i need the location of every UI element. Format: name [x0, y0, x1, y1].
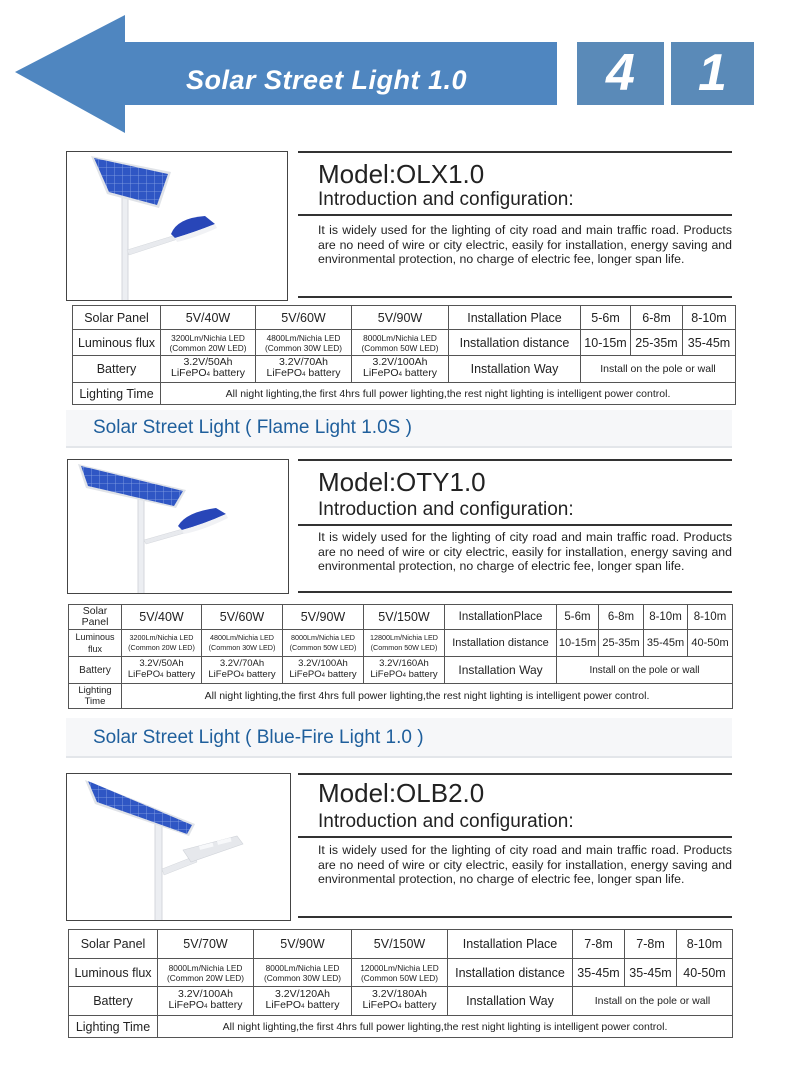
panel-cell: 5V/60W — [202, 605, 283, 630]
section-heading-flame — [66, 410, 732, 448]
battery-chem-sub: 4 — [301, 1004, 305, 1010]
install-distance-label: Installation distance — [449, 330, 581, 356]
model-name: Model:OTY1.0 — [318, 467, 486, 497]
battery-chem-sub: 4 — [321, 673, 325, 679]
install-way-label: Installation Way — [449, 356, 581, 383]
intro-heading: Introduction and configuration: — [318, 189, 574, 210]
street-light-illustration — [67, 152, 288, 301]
height-cell: 5-6m — [581, 306, 631, 330]
label-text: Luminous flux — [75, 632, 115, 654]
height-cell: 5-6m — [557, 605, 599, 630]
install-place-label: InstallationPlace — [445, 605, 557, 630]
flux-cell — [256, 330, 352, 356]
panel-cell: 5V/150W — [364, 605, 445, 630]
battery-chem-sub: 4 — [204, 1004, 208, 1010]
divider — [298, 916, 732, 918]
battery-chem: LiFePO — [208, 669, 241, 680]
height-cell: 6-8m — [599, 605, 644, 630]
install-way-label: Installation Way — [448, 987, 573, 1016]
panel-cell: 5V/150W — [352, 930, 448, 959]
distance-cell: 35-45m — [625, 959, 677, 987]
panel-cell: 5V/60W — [256, 306, 352, 330]
flux-line: 8000Lm/Nichia LED — [168, 962, 243, 973]
product-description: It is widely used for the lighting of city road and main traffic road. Products are no need of wire or city electric, easily for installation, energy saving and environmental protection, no charge of electric fee, longer span life. — [318, 223, 732, 267]
battery-type: battery — [401, 367, 437, 379]
lighting-time-value: All night lighting,the first 4hrs full power lighting,the rest night lighting is intelligent power control. — [161, 383, 736, 405]
spec-table-olb2 — [68, 929, 733, 1038]
height-cell: 8-10m — [688, 605, 733, 630]
spec-table-oty1 — [68, 604, 733, 709]
panel-cell: 5V/90W — [352, 306, 449, 330]
height-cell: 8-10m — [683, 306, 736, 330]
flux-line: (Common 50W LED) — [361, 972, 438, 983]
panel-cell: 5V/40W — [122, 605, 202, 630]
battery-type: battery — [324, 669, 357, 680]
battery-cell — [256, 356, 352, 383]
battery-capacity: 3.2V/70Ah — [278, 356, 329, 368]
battery-chem: LiFePO — [362, 999, 399, 1011]
flux-cell — [122, 630, 202, 657]
panel-cell: 5V/90W — [254, 930, 352, 959]
product-image — [67, 459, 289, 594]
flux-cell — [352, 330, 449, 356]
distance-cell: 10-15m — [557, 630, 599, 657]
battery-type: battery — [243, 669, 276, 680]
divider — [298, 296, 732, 298]
flux-cell — [364, 630, 445, 657]
install-way-value: Install on the pole or wall — [557, 657, 733, 684]
battery-capacity: 3.2V/100Ah — [178, 988, 233, 1000]
battery-type: battery — [304, 999, 340, 1011]
battery-capacity: 3.2V/160Ah — [379, 658, 429, 669]
flux-line: 3200Lm/Nichia LED — [129, 633, 194, 642]
battery-chem: LiFePO — [370, 669, 403, 680]
battery-chem-sub: 4 — [398, 372, 402, 378]
flux-line: (Common 50W LED) — [289, 643, 357, 652]
battery-capacity: 3.2V/100Ah — [372, 356, 428, 368]
install-way-value: Install on the pole or wall — [581, 356, 736, 383]
battery-cell — [122, 657, 202, 684]
battery-type: battery — [209, 367, 245, 379]
battery-cell — [202, 657, 283, 684]
product-info — [298, 773, 738, 921]
flux-line: (Common 50W LED) — [361, 342, 439, 353]
height-cell: 7-8m — [625, 930, 677, 959]
solar-panel-label — [69, 605, 122, 630]
battery-chem-sub: 4 — [402, 673, 406, 679]
battery-capacity: 3.2V/50Ah — [183, 356, 233, 368]
flux-line: (Common 20W LED) — [169, 342, 247, 353]
battery-capacity: 3.2V/180Ah — [372, 988, 427, 1000]
distance-cell: 10-15m — [581, 330, 631, 356]
flux-line: 12000Lm/Nichia LED — [360, 962, 439, 973]
distance-cell: 35-45m — [573, 959, 625, 987]
product-oty1 — [66, 459, 738, 594]
distance-cell: 40-50m — [688, 630, 733, 657]
flux-line: 8000Lm/Nichia LED — [265, 962, 340, 973]
distance-cell: 40-50m — [677, 959, 733, 987]
battery-chem-sub: 4 — [206, 372, 210, 378]
product-image — [66, 773, 291, 921]
solar-panel-label: Solar Panel — [73, 306, 161, 330]
battery-type: battery — [305, 367, 341, 379]
install-distance-label: Installation distance — [448, 959, 573, 987]
spec-table-olx1 — [72, 305, 736, 405]
section-title: Solar Street Light ( Flame Light 1.0S ) — [93, 417, 412, 438]
battery-chem-sub: 4 — [160, 673, 164, 679]
divider — [298, 773, 732, 775]
battery-capacity: 3.2V/50Ah — [139, 658, 184, 669]
battery-chem: LiFePO — [363, 367, 399, 379]
battery-label: Battery — [69, 657, 122, 684]
flux-line: (Common 30W LED) — [265, 342, 342, 353]
install-way-value: Install on the pole or wall — [573, 987, 733, 1016]
battery-type: battery — [401, 999, 437, 1011]
section-heading-blue-fire — [66, 718, 732, 758]
banner-title: Solar Street Light 1.0 — [186, 65, 468, 95]
distance-cell: 35-45m — [683, 330, 736, 356]
panel-cell: 5V/70W — [158, 930, 254, 959]
product-description: It is widely used for the lighting of city road and main traffic road. Products are no need of wire or city electric, easily for installation, energy saving and environmental protection, no charge of electric fee, longer span life. — [318, 843, 732, 887]
product-info — [298, 459, 738, 594]
intro-heading: Introduction and configuration: — [318, 499, 574, 520]
luminous-flux-label — [69, 630, 122, 657]
battery-cell — [364, 657, 445, 684]
luminous-flux-label: Luminous flux — [73, 330, 161, 356]
battery-capacity: 3.2V/120Ah — [275, 988, 330, 1000]
product-info — [298, 151, 738, 301]
label-text: Lighting Time — [78, 685, 112, 707]
flux-line: 8000Lm/Nichia LED — [363, 332, 437, 343]
page-digit-2: 1 — [671, 42, 754, 105]
battery-cell — [161, 356, 256, 383]
battery-type: battery — [405, 669, 438, 680]
divider — [298, 214, 732, 216]
battery-chem: LiFePO — [289, 669, 322, 680]
battery-type: battery — [163, 669, 196, 680]
lighting-time-value: All night lighting,the first 4hrs full power lighting,the rest night lighting is intelligent power control. — [122, 684, 733, 709]
product-olx1 — [66, 151, 738, 301]
battery-cell — [254, 987, 352, 1016]
divider — [298, 459, 732, 461]
product-description: It is widely used for the lighting of city road and main traffic road. Products are no need of wire or city electric, easily for installation, energy saving and environmental protection, no charge of electric fee, longer span life. — [318, 530, 732, 574]
street-light-illustration — [68, 460, 289, 594]
install-way-label: Installation Way — [445, 657, 557, 684]
flux-line: 4800Lm/Nichia LED — [210, 633, 274, 642]
distance-cell: 25-35m — [631, 330, 683, 356]
street-light-illustration — [67, 774, 291, 921]
page-digit-1: 4 — [577, 42, 664, 105]
panel-cell: 5V/40W — [161, 306, 256, 330]
battery-type: battery — [207, 999, 243, 1011]
height-cell: 8-10m — [644, 605, 688, 630]
solar-panel-label: Solar Panel — [69, 930, 158, 959]
lighting-time-label: Lighting Time — [73, 383, 161, 405]
intro-heading: Introduction and configuration: — [318, 811, 574, 832]
flux-line: (Common 20W LED) — [128, 643, 195, 652]
flux-cell — [352, 959, 448, 987]
flux-cell — [161, 330, 256, 356]
battery-chem-sub: 4 — [302, 372, 306, 378]
battery-cell — [352, 356, 449, 383]
lighting-time-label: Lighting Time — [69, 1016, 158, 1038]
flux-line: 3200Lm/Nichia LED — [171, 332, 245, 343]
flux-line: (Common 20W LED) — [167, 972, 244, 983]
model-name: Model:OLB2.0 — [318, 778, 485, 808]
product-olb2 — [66, 773, 738, 921]
section-title: Solar Street Light ( Blue-Fire Light 1.0 ) — [93, 727, 424, 748]
flux-line: 12800Lm/Nichia LED — [370, 633, 438, 642]
battery-chem: LiFePO — [265, 999, 302, 1011]
battery-chem-sub: 4 — [240, 673, 244, 679]
battery-capacity: 3.2V/70Ah — [219, 658, 265, 669]
battery-chem: LiFePO — [266, 367, 303, 379]
divider — [298, 836, 732, 838]
flux-line: (Common 30W LED) — [208, 643, 276, 652]
flux-line: (Common 30W LED) — [264, 972, 341, 983]
battery-label: Battery — [73, 356, 161, 383]
install-place-label: Installation Place — [449, 306, 581, 330]
luminous-flux-label: Luminous flux — [69, 959, 158, 987]
flux-cell — [158, 959, 254, 987]
divider — [298, 151, 732, 153]
product-image — [66, 151, 288, 301]
lighting-time-value: All night lighting,the first 4hrs full power lighting,the rest night lighting is intelligent power control. — [158, 1016, 733, 1038]
height-cell: 7-8m — [573, 930, 625, 959]
battery-capacity: 3.2V/100Ah — [298, 658, 348, 669]
install-place-label: Installation Place — [448, 930, 573, 959]
flux-cell — [254, 959, 352, 987]
flux-line: 4800Lm/Nichia LED — [266, 332, 341, 343]
height-cell: 8-10m — [677, 930, 733, 959]
flux-cell — [283, 630, 364, 657]
flux-line: (Common 50W LED) — [370, 643, 438, 652]
battery-cell — [158, 987, 254, 1016]
distance-cell: 25-35m — [599, 630, 644, 657]
battery-chem-sub: 4 — [398, 1004, 402, 1010]
install-distance-label: Installation distance — [445, 630, 557, 657]
battery-label: Battery — [69, 987, 158, 1016]
flux-cell — [202, 630, 283, 657]
battery-chem: LiFePO — [127, 669, 161, 680]
distance-cell: 35-45m — [644, 630, 688, 657]
divider — [298, 591, 732, 593]
lighting-time-label — [69, 684, 122, 709]
battery-cell — [283, 657, 364, 684]
battery-chem: LiFePO — [168, 999, 205, 1011]
battery-cell — [352, 987, 448, 1016]
flux-line: 8000Lm/Nichia LED — [291, 633, 355, 642]
height-cell: 6-8m — [631, 306, 683, 330]
header-banner — [0, 0, 800, 140]
label-text: Solar Panel — [81, 605, 109, 628]
model-name: Model:OLX1.0 — [318, 159, 485, 189]
panel-cell: 5V/90W — [283, 605, 364, 630]
divider — [298, 524, 732, 526]
battery-chem: LiFePO — [171, 367, 207, 379]
